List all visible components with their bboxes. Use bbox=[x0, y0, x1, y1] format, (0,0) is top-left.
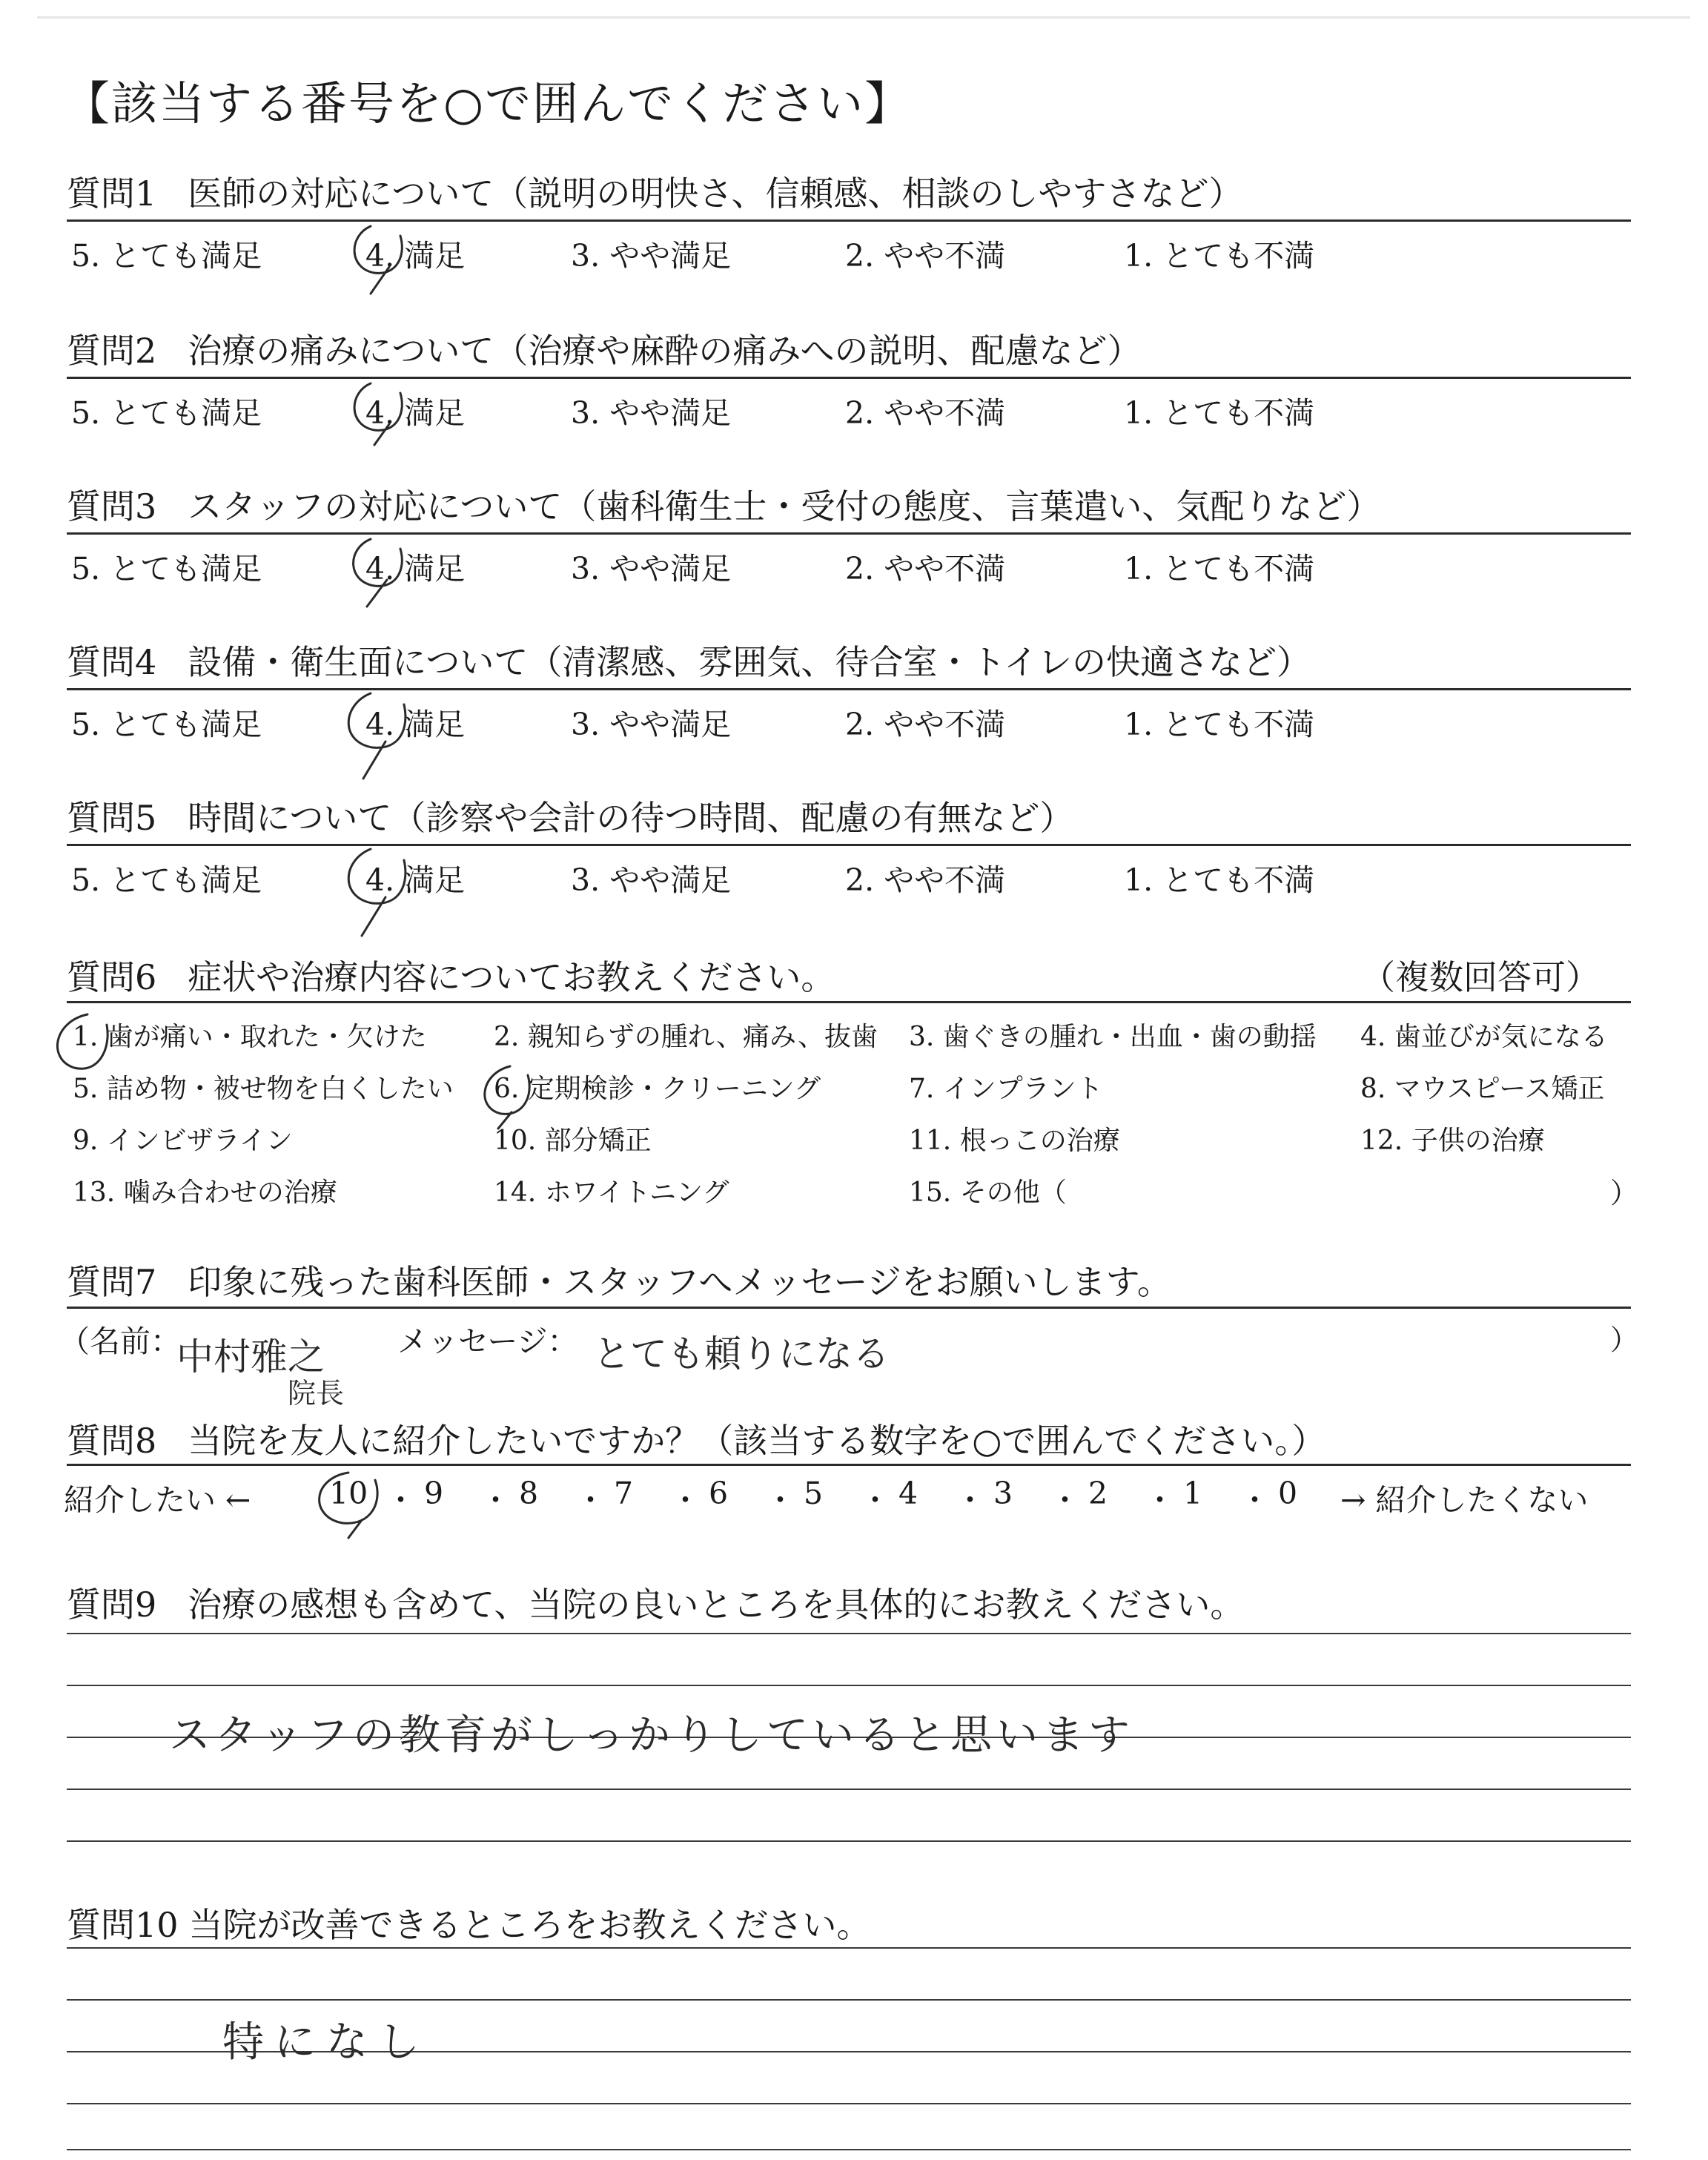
q10-answer-line-2 bbox=[67, 1999, 1631, 2001]
q8-separator-dot: ・ bbox=[385, 1482, 416, 1518]
q7-message-label: メッセージ： bbox=[397, 1324, 578, 1359]
q10-handwritten-answer: 特になし bbox=[222, 2018, 430, 2067]
q6-option-2[interactable]: 2. 親知らずの腫れ、痛み、抜歯 bbox=[494, 1022, 878, 1052]
q4-option-3[interactable]: 3. やや満足 bbox=[571, 707, 732, 742]
question-5-rule bbox=[67, 844, 1631, 846]
q6-option-1[interactable]: 1. 歯が痛い・取れた・欠けた bbox=[73, 1022, 427, 1052]
q9-answer-line-5 bbox=[67, 1840, 1631, 1842]
question-1-title: 質問1 医師の対応について（説明の明快さ、信頼感、相談のしやすさなど） bbox=[67, 174, 1243, 214]
q7-handwritten-title: 院長 bbox=[288, 1377, 345, 1410]
q6-option-8[interactable]: 8. マウスピース矯正 bbox=[1360, 1074, 1605, 1104]
q9-answer-line-1 bbox=[67, 1633, 1631, 1634]
q6-option-5[interactable]: 5. 詰め物・被せ物を白くしたい bbox=[73, 1074, 454, 1104]
q9-handwritten-answer: スタッフの教育がしっかりしていると思います bbox=[169, 1711, 1134, 1760]
q5-option-5[interactable]: 5. とても満足 bbox=[71, 862, 262, 898]
q10-answer-line-5 bbox=[67, 2149, 1631, 2150]
q4-option-5[interactable]: 5. とても満足 bbox=[71, 707, 262, 742]
q8-score-7[interactable]: 7 bbox=[614, 1476, 634, 1511]
q1-option-3[interactable]: 3. やや満足 bbox=[571, 238, 732, 274]
q8-separator-dot: ・ bbox=[1050, 1482, 1080, 1518]
q8-score-10[interactable]: 10 bbox=[329, 1476, 368, 1511]
q2-option-1[interactable]: 1. とても不満 bbox=[1124, 395, 1315, 431]
q8-score-4[interactable]: 4 bbox=[898, 1476, 918, 1511]
q3-option-1[interactable]: 1. とても不満 bbox=[1124, 551, 1315, 587]
q8-score-6[interactable]: 6 bbox=[709, 1476, 729, 1511]
q8-score-8[interactable]: 8 bbox=[519, 1476, 539, 1511]
q8-separator-dot: ・ bbox=[860, 1482, 890, 1518]
q6-option-4[interactable]: 4. 歯並びが気になる bbox=[1360, 1022, 1608, 1052]
q8-score-0[interactable]: 0 bbox=[1278, 1476, 1298, 1511]
question-3-title: 質問3 スタッフの対応について（歯科衛生士・受付の態度、言葉遣い、気配りなど） bbox=[67, 486, 1381, 526]
q5-option-4[interactable]: 4. 満足 bbox=[365, 862, 466, 898]
q1-option-5[interactable]: 5. とても満足 bbox=[71, 238, 262, 274]
q6-other-close-paren: ） bbox=[1610, 1177, 1639, 1209]
q2-option-3[interactable]: 3. やや満足 bbox=[571, 395, 732, 431]
question-8-title: 質問8 当院を友人に紹介したいですか？（該当する数字を○で囲んでください。） bbox=[67, 1421, 1326, 1461]
q9-answer-line-2 bbox=[67, 1685, 1631, 1686]
question-6-note: （複数回答可） bbox=[1361, 957, 1600, 997]
question-1-rule bbox=[67, 219, 1631, 222]
q1-option-1[interactable]: 1. とても不満 bbox=[1124, 238, 1315, 274]
q8-right-label: → 紹介したくない bbox=[1340, 1482, 1589, 1518]
scan-edge-line bbox=[37, 16, 1690, 19]
q8-separator-dot: ・ bbox=[670, 1482, 701, 1518]
q3-option-3[interactable]: 3. やや満足 bbox=[571, 551, 732, 587]
question-2-rule bbox=[67, 377, 1631, 379]
question-7-rule bbox=[67, 1307, 1631, 1309]
q7-handwritten-name: 中村雅之 bbox=[176, 1335, 325, 1378]
question-9-title: 質問9 治療の感想も含めて、当院の良いところを具体的にお教えください。 bbox=[67, 1585, 1245, 1625]
q6-option-6[interactable]: 6. 定期検診・クリーニング bbox=[494, 1074, 821, 1104]
question-4-rule bbox=[67, 688, 1631, 690]
q1-option-4[interactable]: 4. 満足 bbox=[365, 238, 466, 274]
q4-option-2[interactable]: 2. やや不満 bbox=[845, 707, 1006, 742]
q8-separator-dot: ・ bbox=[1239, 1482, 1270, 1518]
q10-answer-line-1 bbox=[67, 1947, 1631, 1949]
q3-option-5[interactable]: 5. とても満足 bbox=[71, 551, 262, 587]
q8-separator-dot: ・ bbox=[1145, 1482, 1175, 1518]
question-5-title: 質問5 時間について（診察や会計の待つ時間、配慮の有無など） bbox=[67, 798, 1074, 838]
q6-option-10[interactable]: 10. 部分矯正 bbox=[494, 1126, 652, 1156]
q8-score-1[interactable]: 1 bbox=[1183, 1476, 1203, 1511]
q2-option-5[interactable]: 5. とても満足 bbox=[71, 395, 262, 431]
q7-name-label: （名前： bbox=[59, 1324, 181, 1359]
q2-option-2[interactable]: 2. やや不満 bbox=[845, 395, 1006, 431]
q6-option-7[interactable]: 7. インプラント bbox=[909, 1074, 1103, 1104]
question-6-title: 質問6 症状や治療内容についてお教えください。 bbox=[67, 957, 835, 997]
q5-option-1[interactable]: 1. とても不満 bbox=[1124, 862, 1315, 898]
q10-answer-line-4 bbox=[67, 2103, 1631, 2104]
q2-option-4[interactable]: 4. 満足 bbox=[365, 395, 466, 431]
q8-separator-dot: ・ bbox=[765, 1482, 795, 1518]
q8-score-9[interactable]: 9 bbox=[424, 1476, 444, 1511]
q5-option-3[interactable]: 3. やや満足 bbox=[571, 862, 732, 898]
q8-score-5[interactable]: 5 bbox=[804, 1476, 824, 1511]
question-4-title: 質問4 設備・衛生面について（清潔感、雰囲気、待合室・トイレの快適さなど） bbox=[67, 642, 1311, 682]
q3-option-2[interactable]: 2. やや不満 bbox=[845, 551, 1006, 587]
q8-score-2[interactable]: 2 bbox=[1088, 1476, 1108, 1511]
q1-option-2[interactable]: 2. やや不満 bbox=[845, 238, 1006, 274]
q6-option-11[interactable]: 11. 根っこの治療 bbox=[909, 1126, 1120, 1156]
q3-option-4[interactable]: 4. 満足 bbox=[365, 551, 466, 587]
q6-option-3[interactable]: 3. 歯ぐきの腫れ・出血・歯の動揺 bbox=[909, 1022, 1317, 1052]
q8-separator-dot: ・ bbox=[575, 1482, 606, 1518]
q5-option-2[interactable]: 2. やや不満 bbox=[845, 862, 1006, 898]
q6-option-12[interactable]: 12. 子供の治療 bbox=[1360, 1126, 1545, 1156]
q4-option-1[interactable]: 1. とても不満 bbox=[1124, 707, 1315, 742]
q7-close-paren: ） bbox=[1610, 1324, 1639, 1356]
q6-option-15[interactable]: 15. その他（ bbox=[909, 1178, 1067, 1208]
q4-option-4[interactable]: 4. 満足 bbox=[365, 707, 466, 742]
question-8-rule bbox=[67, 1464, 1631, 1466]
question-3-rule bbox=[67, 532, 1631, 535]
q8-separator-dot: ・ bbox=[955, 1482, 985, 1518]
question-6-rule bbox=[67, 1001, 1631, 1003]
q7-handwritten-message: とても頼りになる bbox=[593, 1332, 890, 1375]
question-10-title: 質問10 当院が改善できるところをお教えください。 bbox=[67, 1905, 871, 1945]
form-instruction-header: 【該当する番号を○で囲んでください】 bbox=[64, 76, 913, 131]
q8-score-3[interactable]: 3 bbox=[993, 1476, 1013, 1511]
question-2-title: 質問2 治療の痛みについて（治療や麻酔の痛みへの説明、配慮など） bbox=[67, 331, 1142, 371]
question-7-title: 質問7 印象に残った歯科医師・スタッフへメッセージをお願いします。 bbox=[67, 1262, 1171, 1302]
q8-left-label: 紹介したい ← bbox=[64, 1482, 251, 1518]
q6-option-13[interactable]: 13. 噛み合わせの治療 bbox=[73, 1178, 337, 1208]
q8-separator-dot: ・ bbox=[480, 1482, 511, 1518]
q6-option-9[interactable]: 9. インビザライン bbox=[73, 1126, 293, 1156]
q6-option-14[interactable]: 14. ホワイトニング bbox=[494, 1178, 729, 1208]
q9-answer-line-4 bbox=[67, 1789, 1631, 1790]
